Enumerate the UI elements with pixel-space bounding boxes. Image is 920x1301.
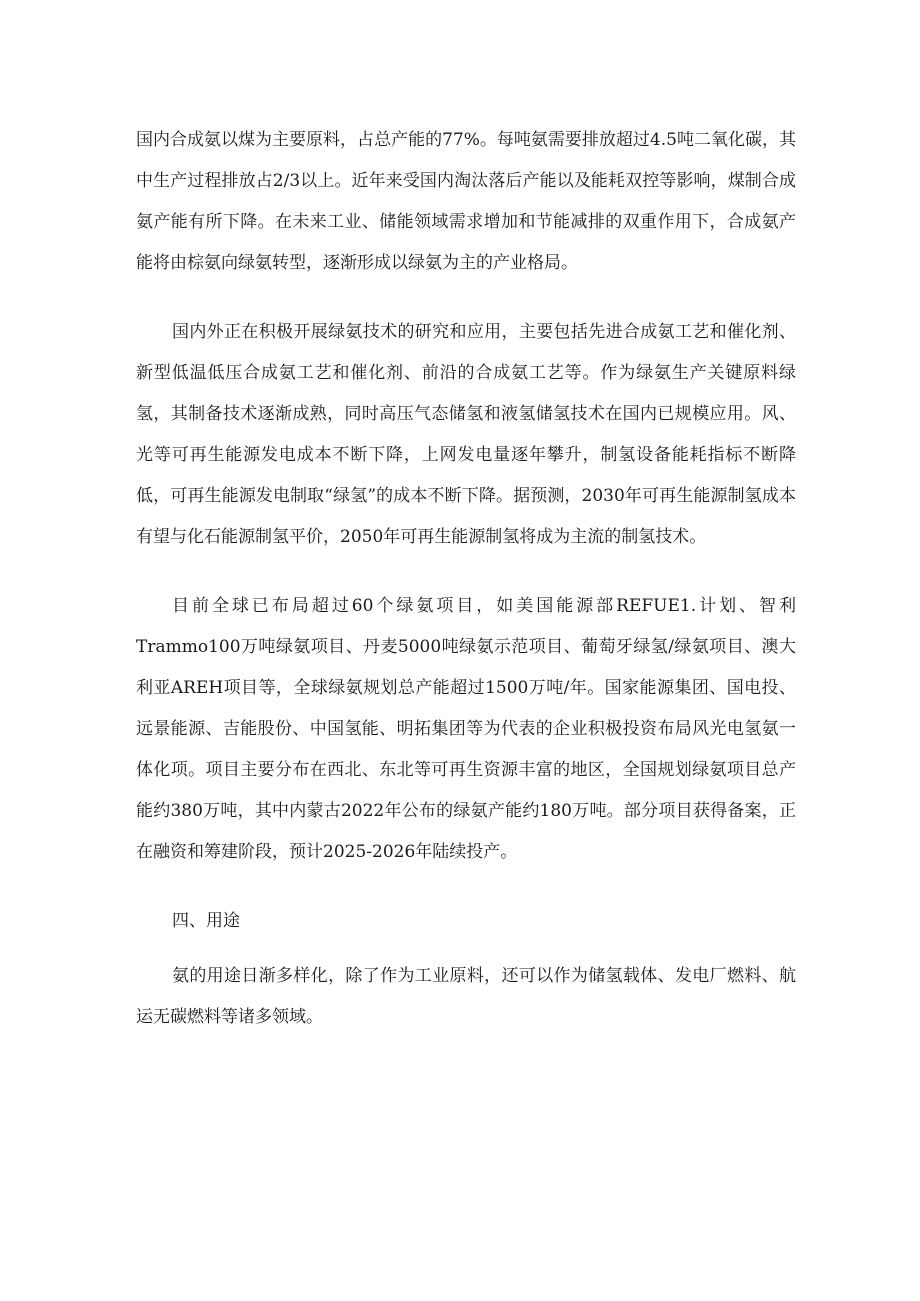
document-body	[136, 120, 796, 1066]
section-heading-uses: 四、用途	[172, 911, 240, 931]
paragraph-green-ammonia-technology: 国内外正在积极开展绿氨技术的研究和应用，主要包括先进合成氨工艺和催化剂、新型低温低压合成氨工艺和催化剂、前沿的合成氨工艺等。作为绿氨生产关键原料绿氢，其制备技术逐渐成熟，同时高压气态储氢和液氢储氢技术在国内已规模应用。风、光等可再生能源发电成本不断下降，上网发电量逐年攀升，制氢设备能耗指标不断降低，可再生能源发电制取“绿氢”的成本不断下降。据预测，2030年可再生能源制氢成本有望与化石能源制氢平价，2050年可再生能源制氢将成为主流的制氢技术。	[136, 322, 796, 547]
paragraph-green-ammonia-transition: 国内合成氨以煤为主要原料，占总产能的77%。每吨氨需要排放超过4.5吨二氧化碳，其中生产过程排放占2/3以上。近年来受国内淘汰落后产能以及能耗双控等影响，煤制合成氨产能有所下降。在未来工业、储能领域需求增加和节能减排的双重作用下，合成氨产能将由棕氨向绿氨转型，逐渐形成以绿氨为主的产业格局。	[136, 130, 796, 273]
paragraph-ammonia-uses: 氨的用途日渐多样化，除了作为工业原料，还可以作为储氢载体、发电厂燃料、航运无碳燃料等诸多领域。	[136, 966, 796, 1027]
paragraph-global-projects: 目前全球已布局超过60个绿氨项目，如美国能源部REFUE1.计划、智利Trammo100万吨绿氨项目、丹麦5000吨绿氨示范项目、葡萄牙绿氢/绿氨项目、澳大利亚AREH项目等，全球绿氨规划总产能超过1500万吨/年。国家能源集团、国电投、远景能源、吉能股份、中国氢能、明拓集团等为代表的企业积极投资布局风光电氢氨一体化项。项目主要分布在西北、东北等可再生资源丰富的地区，全国规划绿氨项目总产能约380万吨，其中内蒙古2022年公布的绿氨产能约180万吨。部分项目获得备案，正在融资和筹建阶段，预计2025-2026年陆续投产。	[136, 596, 796, 862]
